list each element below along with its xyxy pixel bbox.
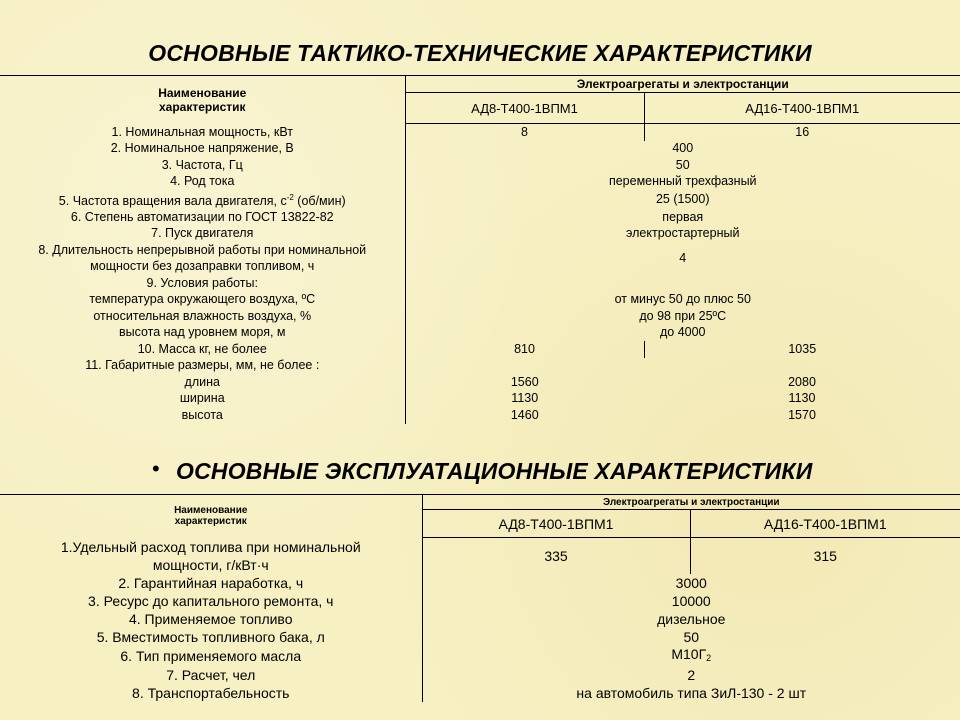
table-row <box>0 190 960 209</box>
row-value-shared: 25 (1500) <box>655 192 710 207</box>
table-row <box>0 574 960 592</box>
name-column-header: Наименование характеристик <box>0 76 405 124</box>
column-header-ad8: АД8-Т400-1ВПМ1 <box>405 93 644 124</box>
row-value-shared: до 98 при 25ºС <box>639 308 727 323</box>
section-title: ОСНОВНЫЕ ЭКСПЛУАТАЦИОННЫЕ ХАРАКТЕРИСТИКИ <box>176 458 813 484</box>
row-value-ad8: 1130 <box>511 391 539 406</box>
group-column-header: Электроагрегаты и электростанции <box>422 495 960 510</box>
row-value-ad16: 16 <box>795 124 810 139</box>
table-row <box>0 325 960 342</box>
bullet-marker: • <box>152 456 160 481</box>
table-row <box>0 124 960 141</box>
row-value-shared: на автомобиль типа ЗиЛ-130 - 2 шт <box>576 684 807 701</box>
row-value-ad16: 2080 <box>788 374 816 389</box>
name-column-header: Наименование характеристик <box>0 495 422 538</box>
table-row <box>0 610 960 628</box>
row-value-shared: дизельное <box>657 610 726 627</box>
table-row <box>0 308 960 325</box>
row-label: 5. Частота вращения вала двигателя, $с^{-2}$ (об/мин) <box>0 190 405 209</box>
table-row <box>0 592 960 610</box>
table-row <box>0 174 960 191</box>
row-value-shared: 4 <box>679 251 687 266</box>
table-row <box>0 391 960 408</box>
row-value-shared: электростартерный <box>626 226 740 241</box>
table-row <box>0 141 960 158</box>
row-label: 7. Пуск двигателя <box>0 226 405 243</box>
row-label: мощности, г/кВт·ч <box>0 556 422 574</box>
row-label: 10. Масса кг, не более <box>0 341 405 358</box>
row-value-ad8: 810 <box>405 341 644 358</box>
row-label: 6. Степень автоматизации по ГОСТ 13822-82 <box>0 209 405 226</box>
row-label: высота <box>0 407 405 424</box>
row-value-ad8: 8 <box>405 124 644 141</box>
row-label: длина <box>0 374 405 391</box>
column-header-ad16: АД16-Т400-1ВПМ1 <box>690 510 960 538</box>
row-value-shared: до 4000 <box>659 325 706 340</box>
row-value-ad8: 335 <box>422 538 690 574</box>
table-row <box>0 242 960 259</box>
row-label: высота над уровнем моря, м <box>0 325 405 342</box>
row-value-shared: первая <box>662 209 704 224</box>
row-label: температура окружающего воздуха, ºС <box>0 292 405 309</box>
row-value-shared: переменный трехфазный <box>608 174 757 189</box>
row-value-ad16: 1130 <box>788 391 816 406</box>
row-label: 8. Длительность непрерывной работы при номинальной <box>0 242 405 259</box>
table-row <box>0 341 960 358</box>
row-value-shared: 3000 <box>675 574 707 591</box>
row-value-shared: $М10Г_2$ <box>671 645 712 663</box>
table-row <box>0 407 960 424</box>
row-value-ad16: 315 <box>813 547 837 564</box>
table-row <box>0 275 960 292</box>
row-value-shared: от минус 50 до плюс 50 <box>614 292 751 307</box>
row-label: мощности без дозаправки топливом, ч <box>0 259 405 276</box>
row-label: 5. Вместимость топливного бака, л <box>0 628 422 646</box>
table-row <box>0 538 960 556</box>
table-row <box>0 209 960 226</box>
table-row <box>0 646 960 666</box>
row-label: 1. Номинальная мощность, кВт <box>0 124 405 141</box>
row-label: ширина <box>0 391 405 408</box>
table-row <box>0 628 960 646</box>
row-label: 2. Гарантийная наработка, ч <box>0 574 422 592</box>
column-header-ad8: АД8-Т400-1ВПМ1 <box>422 510 690 538</box>
row-value-shared: 50 <box>683 628 700 645</box>
column-header-ad16: АД16-Т400-1ВПМ1 <box>644 93 960 124</box>
row-value-ad8: 1560 <box>510 374 539 389</box>
row-label: относительная влажность воздуха, % <box>0 308 405 325</box>
row-label: 4. Применяемое топливо <box>0 610 422 628</box>
row-label: 1.Удельный расход топлива при номинальной <box>0 538 422 556</box>
row-value-shared: 400 <box>672 141 694 156</box>
row-label: 8. Транспортабельность <box>0 684 422 702</box>
row-label: 7. Расчет, чел <box>0 666 422 684</box>
table-row <box>0 374 960 391</box>
row-value-shared: 2 <box>687 666 696 683</box>
table-row <box>0 684 960 702</box>
tactical-specs-table <box>0 75 960 424</box>
row-value-shared: 10000 <box>671 592 711 609</box>
row-label: 9. Условия работы: <box>0 275 405 292</box>
row-label: 2. Номинальное напряжение, В <box>0 141 405 158</box>
row-value-ad16: 1035 <box>788 341 817 356</box>
row-label: 11. Габаритные размеры, мм, не более : <box>0 358 405 375</box>
row-value-ad8: 1460 <box>510 407 539 422</box>
group-column-header: Электроагрегаты и электростанции <box>405 76 960 93</box>
table-row <box>0 157 960 174</box>
table-row <box>0 666 960 684</box>
page-title: ОСНОВНЫЕ ТАКТИКО-ТЕХНИЧЕСКИЕ ХАРАКТЕРИСТИКИ <box>148 40 812 66</box>
row-value-ad16: 1570 <box>788 407 816 422</box>
row-label: 3. Ресурс до капитального ремонта, ч <box>0 592 422 610</box>
table-row <box>0 292 960 309</box>
row-label: 4. Род тока <box>0 174 405 191</box>
table-row <box>0 358 960 375</box>
row-value-shared: 50 <box>675 157 690 172</box>
table-row <box>0 226 960 243</box>
operational-specs-table <box>0 494 960 702</box>
row-label: 6. Тип применяемого масла <box>0 646 422 666</box>
row-label: 3. Частота, Гц <box>0 157 405 174</box>
